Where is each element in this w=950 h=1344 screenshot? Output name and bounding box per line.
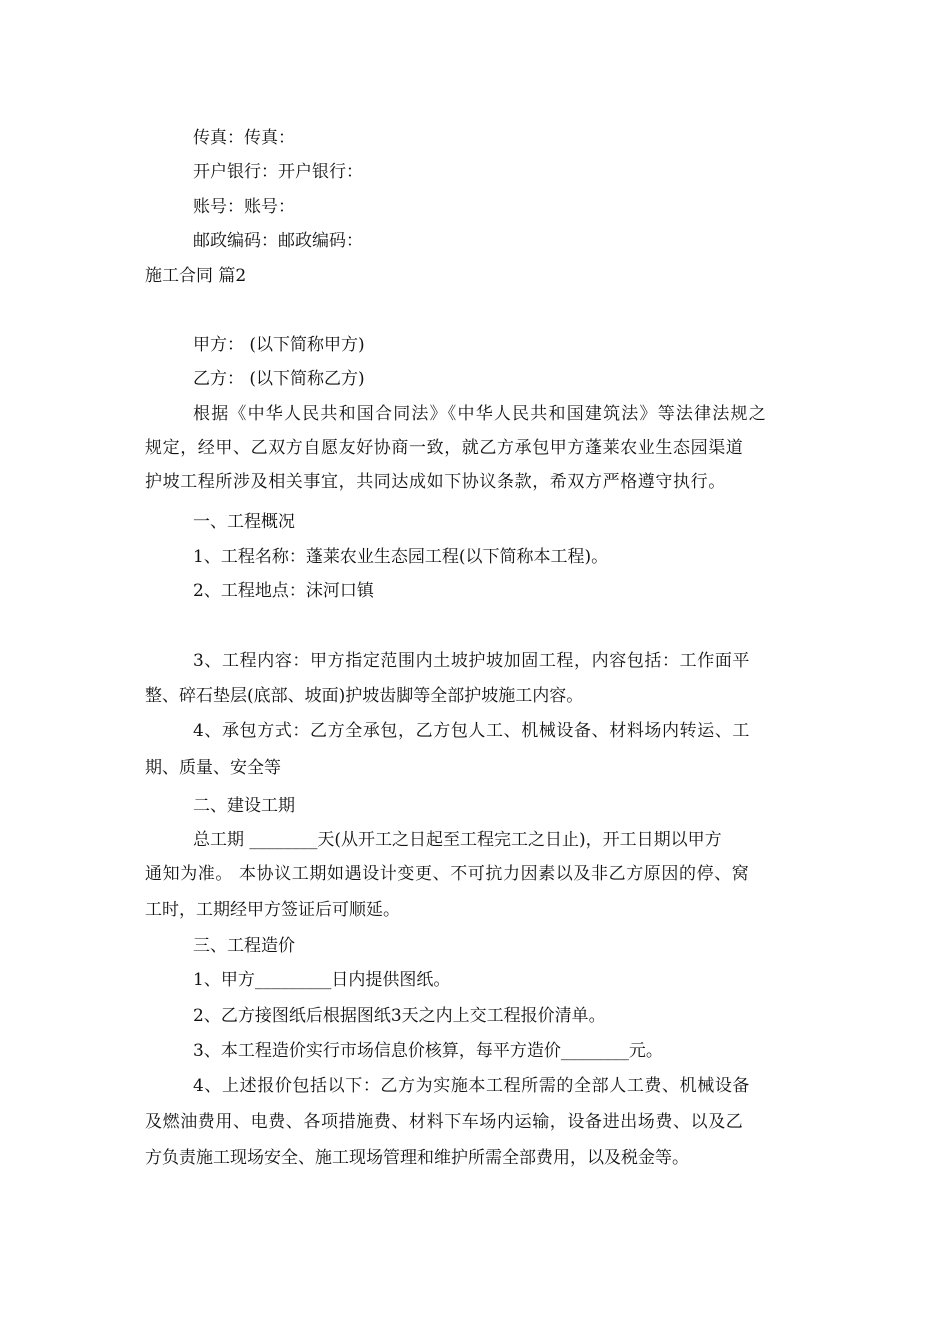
contract-heading: 施工合同 篇2 xyxy=(145,266,247,286)
section2-body-line1: 总工期 ________天(从开工之日起至工程完工之日止)，开工日期以甲方 xyxy=(193,830,722,850)
section3-item3: 3、本工程造价实行市场信息价核算，每平方造价________元。 xyxy=(193,1041,663,1061)
section3-item4-line2: 及燃油费用、电费、各项措施费、材料下车场内运输，设备进出场费、以及乙 xyxy=(145,1112,744,1132)
section2-body-line2: 通知为准。 本协议工期如遇设计变更、不可抗力因素以及非乙方原因的停、窝 xyxy=(145,864,750,884)
fax-line: 传真：传真： xyxy=(193,128,295,148)
party-b-line: 乙方： (以下简称乙方) xyxy=(193,369,365,389)
party-a-line: 甲方： (以下简称甲方) xyxy=(193,335,365,355)
section3-item1: 1、甲方_________日内提供图纸。 xyxy=(193,970,451,990)
section1-item3-line2: 整、碎石垫层(底部、坡面)护坡齿脚等全部护坡施工内容。 xyxy=(145,686,584,706)
section1-item3-line1: 3、工程内容：甲方指定范围内土坡护坡加固工程，内容包括：工作面平 xyxy=(193,651,751,671)
bank-line: 开户银行：开户银行： xyxy=(193,162,363,182)
section2-body-line3: 工时，工期经甲方签证后可顺延。 xyxy=(145,900,400,920)
section3-item2: 2、乙方接图纸后根据图纸3天之内上交工程报价清单。 xyxy=(193,1006,606,1026)
preamble-line-2: 规定，经甲、乙双方自愿友好协商一致，就乙方承包甲方蓬莱农业生态园渠道 xyxy=(145,438,744,458)
account-line: 账号：账号： xyxy=(193,197,295,217)
section1-item1: 1、工程名称：蓬莱农业生态园工程(以下简称本工程)。 xyxy=(193,547,609,567)
section3-item4-line1: 4、上述报价包括以下：乙方为实施本工程所需的全部人工费、机械设备 xyxy=(193,1076,751,1096)
postcode-line: 邮政编码：邮政编码： xyxy=(193,231,363,251)
section3-title: 三、工程造价 xyxy=(193,936,295,956)
section1-item2: 2、工程地点：沫河口镇 xyxy=(193,581,374,601)
section1-item4-line2: 期、质量、安全等 xyxy=(145,758,281,778)
preamble-line-3: 护坡工程所涉及相关事宜，共同达成如下协议条款，希双方严格遵守执行。 xyxy=(145,472,726,492)
preamble-line-1: 根据《中华人民共和国合同法》《中华人民共和国建筑法》等法律法规之 xyxy=(193,404,767,424)
section1-item4-line1: 4、承包方式：乙方全承包，乙方包人工、机械设备、材料场内转运、工 xyxy=(193,721,751,741)
section2-title: 二、建设工期 xyxy=(193,796,295,816)
section1-title: 一、工程概况 xyxy=(193,512,295,532)
section3-item4-line3: 方负责施工现场安全、施工现场管理和维护所需全部费用，以及税金等。 xyxy=(145,1148,689,1168)
